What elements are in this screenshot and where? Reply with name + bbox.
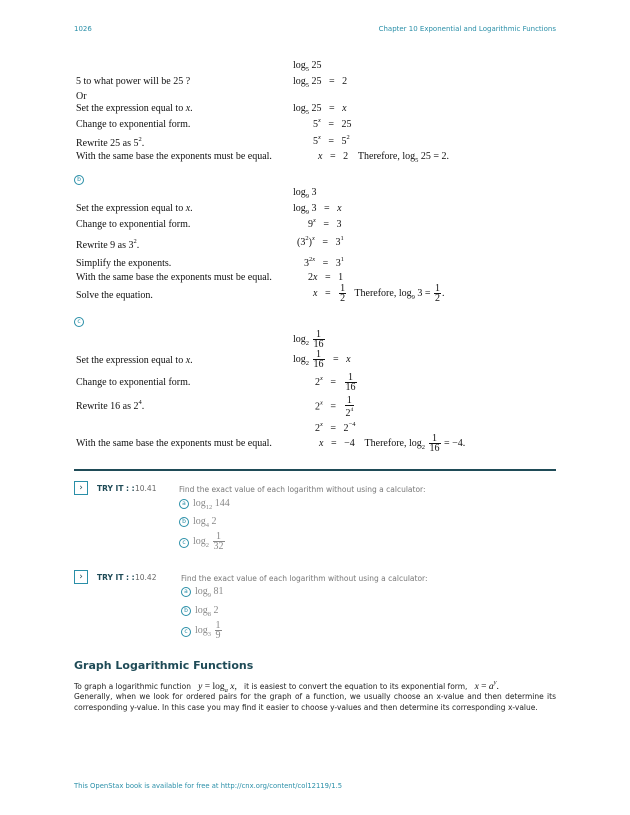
part-b-step-2: Change to exponential form. — [76, 219, 191, 230]
part-c-step-4: With the same base the exponents must be equal. — [76, 438, 272, 449]
part-a-title: $\log_5 25$ — [293, 60, 322, 73]
chevron-right-icon: › — [74, 481, 88, 495]
part-c-math-2: 2$^x$ = $\frac{1}{16}$ — [315, 372, 356, 393]
chapter-title: Chapter 10 Exponential and Logarithmic Functions — [378, 25, 556, 33]
part-b-math-6: x = $\frac{1}{2}$ Therefore, $\log_9 3$ = $\frac{1}{2}$ . — [313, 283, 445, 304]
footer-link[interactable]: This OpenStax book is available for free at http://cnx.org/content/col12119/1.5 — [74, 782, 343, 790]
part-a-math-3: $5^x = 5^2$ — [313, 134, 350, 147]
part-a-or: Or — [76, 91, 87, 102]
try1-a-label: a — [179, 499, 189, 509]
page-number: 1026 — [74, 25, 92, 33]
try-it-label: TRY IT : : — [97, 573, 135, 582]
part-b-step-6: Solve the equation. — [76, 290, 153, 301]
part-a-step-4: With the same base the exponents must be equal. — [76, 151, 272, 162]
part-b-label: b — [74, 175, 84, 185]
part-b-math-4: $3^{2x} = 3^1$ — [304, 256, 345, 269]
part-b-math-1: $\log_9 3 = x$ — [293, 203, 342, 216]
part-b-title: $\log_9 3$ — [293, 187, 317, 200]
part-b-math-2: 9$^x$ = 3 — [308, 217, 342, 230]
try2-c-expr: $\log_3$ $\frac{1}{9}$ — [195, 620, 221, 641]
part-a-step-1: Set the expression equal to x. — [76, 103, 193, 114]
try1-b-expr: $\log_4 2$ — [193, 516, 217, 529]
try-it-instruction: Find the exact value of each logarithm without using a calculator: — [181, 574, 428, 583]
part-a-question-math: $\log_5 25 = 2$ — [293, 76, 348, 89]
chevron-right-icon: › — [74, 570, 88, 584]
try-it-number: 10.42 — [135, 573, 157, 582]
part-a-step-3: Rewrite 25 as $5^2$. — [76, 136, 145, 149]
try2-a-label: a — [181, 587, 191, 597]
try2-b-label: b — [181, 606, 191, 616]
part-a-math-4: x = 2 Therefore, $\log_5 25 = 2$. — [318, 151, 449, 164]
part-b-math-5: 2x = 1 — [308, 272, 344, 283]
part-a-math-2: 5$^x$ = 25 — [313, 117, 352, 130]
part-c-step-2: Change to exponential form. — [76, 377, 191, 388]
part-c-step-1: Set the expression equal to x. — [76, 355, 193, 366]
part-b-step-5: With the same base the exponents must be equal. — [76, 272, 272, 283]
part-b-step-3: Rewrite 9 as $3^2$. — [76, 238, 140, 251]
part-b-step-1: Set the expression equal to x. — [76, 203, 193, 214]
section-divider — [74, 469, 556, 471]
try1-c-label: c — [179, 538, 189, 548]
try-it-label: TRY IT : : — [97, 484, 135, 493]
part-c-title: $\log_2$ $\frac{1}{16}$ — [293, 329, 324, 350]
try-it-instruction: Find the exact value of each logarithm without using a calculator: — [179, 485, 426, 494]
try1-a-expr: $\log_{12} 144$ — [193, 498, 230, 511]
part-a-math-1: $\log_5 25 = x$ — [293, 103, 347, 116]
part-c-math-5: x = −4 Therefore, $\log_2$ $\frac{1}{16}$ = −4. — [319, 433, 466, 454]
section-title: Graph Logarithmic Functions — [74, 659, 254, 672]
part-b-step-4: Simplify the exponents. — [76, 258, 172, 269]
part-a-step-2: Change to exponential form. — [76, 119, 191, 130]
try2-c-label: c — [181, 627, 191, 637]
try2-a-expr: $\log_9 81$ — [195, 586, 224, 599]
part-c-step-3: Rewrite 16 as $2^4$. — [76, 399, 145, 412]
part-a-question: 5 to what power will be 25 ? — [76, 76, 191, 87]
try2-b-expr: $\log_8 2$ — [195, 605, 219, 618]
section-paragraph-2: Generally, when we look for ordered pairs for the graph of a function, we usually choose an x-value and then determine its corresponding y-value. In this case you may find it easier to choose y-values and then determine its corresponding x-value. — [74, 692, 556, 712]
part-c-math-1: $\log_2$ $\frac{1}{16}$ = x — [293, 349, 351, 370]
part-c-label: c — [74, 317, 84, 327]
part-c-math-3: 2$^x$ = $\frac{1}{2^4}$ — [315, 395, 354, 419]
try1-c-expr: $\log_2$ $\frac{1}{32}$ — [193, 531, 224, 552]
part-b-math-3: $(3^2)^x = 3^1$ — [297, 235, 344, 248]
part-c-math-4: $2^x = 2^{-4}$ — [315, 421, 356, 434]
try-it-number: 10.41 — [135, 484, 157, 493]
try1-b-label: b — [179, 517, 189, 527]
section-paragraph-1: To graph a logarithmic function $y = \log_a x$, it is easiest to convert the equation to its exponential form, $x = a^y$. — [74, 679, 499, 694]
